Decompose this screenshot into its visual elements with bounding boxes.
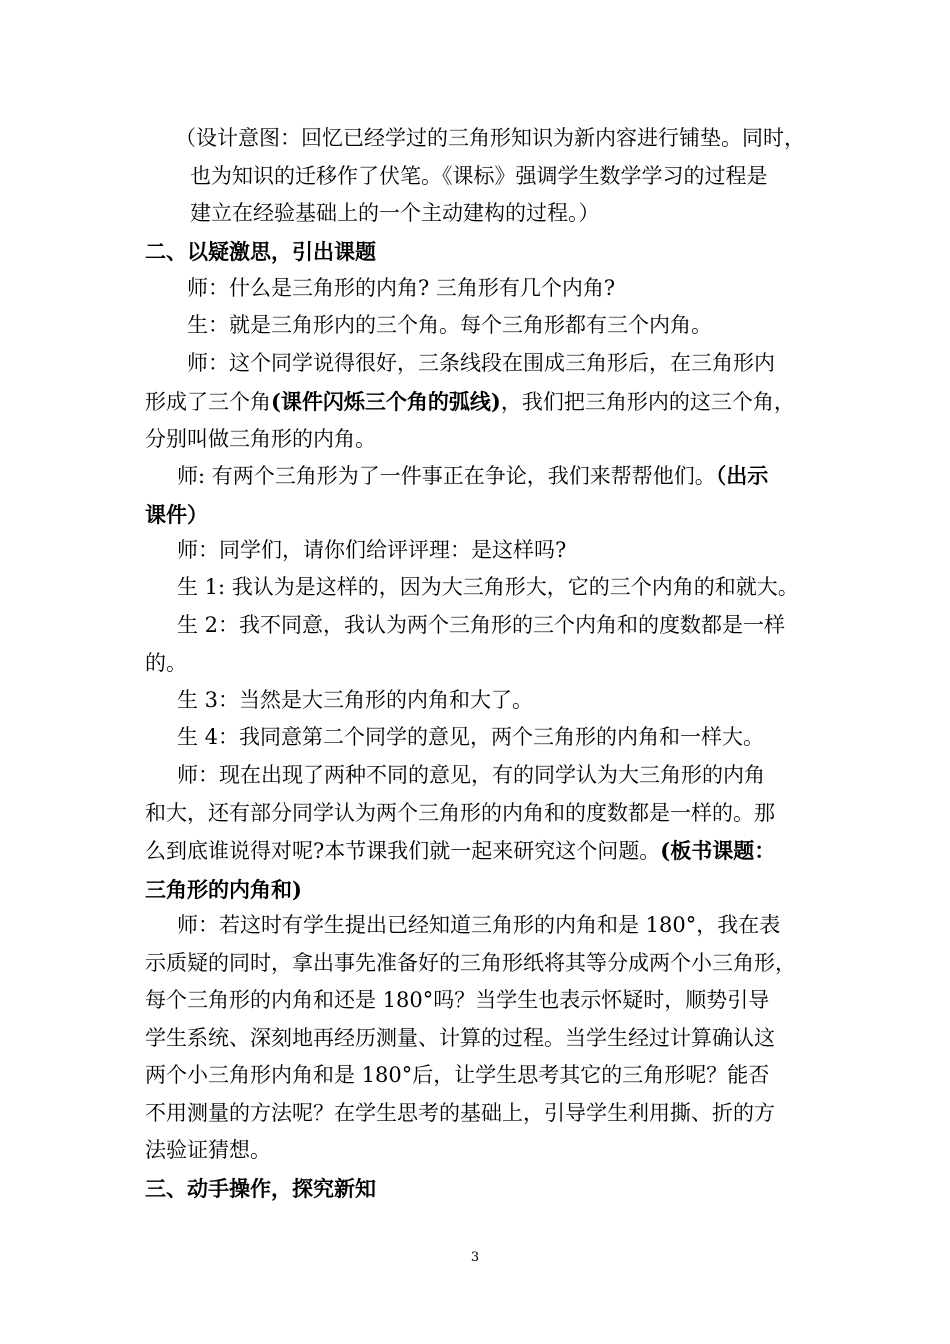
- text-segment: 形成了三个角: [145, 389, 271, 414]
- text-paragraph: [145, 532, 815, 570]
- text-line: 的。: [145, 650, 187, 675]
- text-line: 示质疑的同时，拿出事先准备好的三角形纸将其等分成两个小三角形，: [145, 950, 796, 975]
- text-paragraph: [145, 270, 815, 308]
- section-heading-2: 二、以疑激思，引出课题: [145, 239, 376, 264]
- text-paragraph: [145, 307, 815, 345]
- text-line: [145, 383, 815, 422]
- text-line: 师：同学们，请你们给评评理：是这样吗?: [177, 538, 567, 562]
- text-line: 不用测量的方法呢？在学生思考的基础上，引导学生利用撕、折的方: [145, 1100, 775, 1125]
- text-line: [145, 871, 815, 910]
- text-paragraph: [145, 457, 815, 534]
- text-line: （设计意图：回忆已经学过的三角形知识为新内容进行铺垫。同时，: [175, 126, 805, 150]
- text-segment: ，我们把三角形内的这三个角，: [500, 389, 795, 414]
- text-segment: 师: 有两个三角形为了一件事正在争论，我们来帮帮他们。: [177, 464, 716, 488]
- bold-segment: 课件）: [145, 501, 208, 527]
- text-line: 生 4：我同意第二个同学的意见，两个三角形的内角和一样大。: [177, 725, 765, 749]
- text-line: 法验证猜想。: [145, 1138, 271, 1162]
- text-line: 师：现在出现了两种不同的意见，有的同学认为大三角形的内角: [177, 763, 765, 787]
- bold-segment: （出示: [715, 463, 769, 488]
- text-line: 两个小三角形内角和是 180°后，让学生思考其它的三角形呢？能否: [145, 1063, 770, 1087]
- page-number: 3: [470, 1250, 480, 1265]
- text-line: 生 3：当然是大三角形的内角和大了。: [177, 688, 534, 712]
- text-line: 师：这个同学说得很好，三条线段在围成三角形后，在三角形内: [187, 351, 775, 375]
- text-line: 也为知识的迁移作了伏笔。《课标》强调学生数学学习的过程是: [190, 163, 768, 188]
- text-line: 生 2：我不同意，我认为两个三角形的三个内角和的度数都是一样: [177, 613, 786, 637]
- text-line: [145, 496, 815, 535]
- bold-segment: (课件闪烁三个角的弧线): [271, 388, 501, 414]
- text-paragraph: [145, 607, 815, 682]
- text-line: 建立在经验基础上的一个主动建构的过程。）: [190, 201, 600, 225]
- text-paragraph: [145, 907, 815, 1170]
- text-paragraph: [145, 682, 815, 720]
- text-line: [177, 457, 815, 496]
- text-paragraph: [145, 345, 815, 459]
- section-heading-3: 三、动手操作，探究新知: [145, 1176, 376, 1201]
- text-segment: 么到底谁说得对呢?本节课我们就一起来研究这个问题。: [145, 839, 661, 863]
- text-line: 生 1: 我认为是这样的，因为大三角形大，它的三个内角的和就大。: [177, 575, 799, 599]
- text-paragraph: [145, 719, 815, 757]
- text-paragraph: [145, 757, 815, 909]
- text-line: [145, 832, 815, 871]
- design-intent-paragraph: [145, 120, 815, 233]
- text-line: 师：若这时有学生提出已经知道三角形的内角和是 180°，我在表: [177, 913, 781, 937]
- text-line: 师：什么是三角形的内角? 三角形有几个内角?: [187, 276, 616, 300]
- bold-segment: 三角形的内角和): [145, 876, 302, 902]
- text-line: 分别叫做三角形的内角。: [145, 427, 376, 451]
- text-line: 学生系统、深刻地再经历测量、计算的过程。当学生经过计算确认这: [145, 1025, 775, 1050]
- text-line: 生：就是三角形内的三个角。每个三角形都有三个内角。: [187, 313, 712, 337]
- text-paragraph: [145, 569, 815, 607]
- text-line: 和大，还有部分同学认为两个三角形的内角和的度数都是一样的。那: [145, 800, 775, 825]
- bold-segment: (板书课题：: [660, 838, 776, 863]
- text-line: 每个三角形的内角和还是 180°吗？当学生也表示怀疑时，顺势引导: [145, 988, 770, 1012]
